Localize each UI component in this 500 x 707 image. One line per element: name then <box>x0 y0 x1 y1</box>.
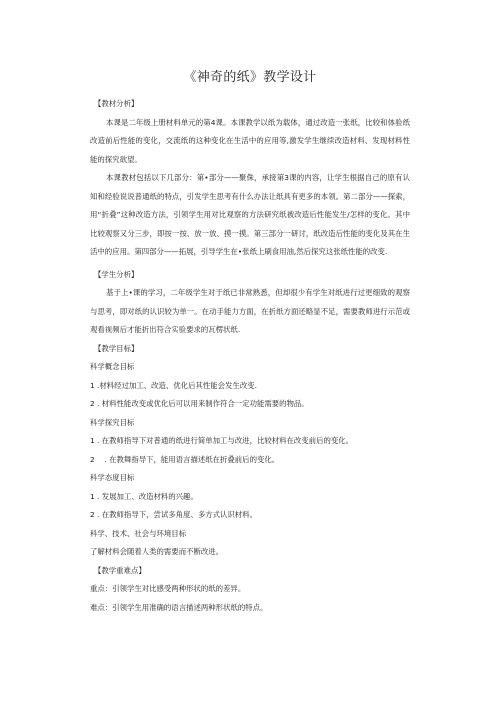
attitude-goals-title: 科学态度目标 <box>90 473 135 482</box>
goals-heading: 【教学目标】 <box>94 343 139 353</box>
student-heading: 【学生分析】 <box>94 269 139 279</box>
concept-goals-title: 科学概念目标 <box>90 362 135 371</box>
attitude-goal-1: 1 . 发展加工、改造材料的兴趣。 <box>90 491 198 501</box>
material-heading: 【教材分析】 <box>94 99 139 108</box>
sts-goal-1: 了解材料会随着人类的需要而不断改进。 <box>90 547 224 556</box>
material-paragraph-1: 本课是二年级上册材料单元的第4课。本课教学以纸为载体，通过改造一张纸，比较和体验纸改造前后性能的变化，交流纸的这种变化在生活中的应用等,激发学生继续改造材料、发现材料性能的探究欲望。 <box>90 117 410 164</box>
sts-goals-title: 科学、技术、社会与环境目标 <box>90 528 187 538</box>
student-paragraph-1: 基于上•课的学习，二年级学生对于纸已非常熟悉，但却很少有学生对纸进行过更细致的观察与思考，即对纸的认识较为单一。在动手能力方面，在折纸方面还略显不足，需要教师进行示范或观看视频后才能折出符合实验要求的瓦楞状纸. <box>90 288 410 334</box>
concept-goal-2: 2 . 材料性能改变或优化后可以用来制作符合一定功能需要的物品。 <box>90 399 309 408</box>
difficult-point: 难点：引领学生用准确的语言描述两种形状纸的特点。 <box>90 602 268 612</box>
attitude-goal-2: 2 . 在教师指导下，尝试多角度、多方式认识材料。 <box>90 510 257 519</box>
inquiry-goals-title: 科学探究目标 <box>90 417 135 427</box>
key-point: 重点：引领学生对比感受两种形状的纸的差异。 <box>90 584 246 593</box>
inquiry-goal-1: 1 . 在教师指导下对普通的纸进行简单加工与改进，比较材料在改变前后的变化。 <box>90 436 354 445</box>
document-body <box>90 95 410 617</box>
document-title: 《神奇的纸》教学设计 <box>183 70 317 85</box>
inquiry-goal-2: 2 . 在教舞指导下，能用语言描述纸在折叠前后的变化。 <box>90 454 280 464</box>
material-paragraph-2: 本课教材包括以下几部分：第•部分——聚侏，承接第3课的内容，让学生根据自己的原有认知和经验说说普通纸的特点，引发学生思考有什么办法让纸具有更多的本领。第二部分——探索，用“折叠”这种改造方法，引领学生用对比观察的方法研究纸被改造后性能发生/怎样的变化。其中比较观察又分三步，即按一按、放一放、摸一摸。第三部分一研讨，纸改造后性能的变化及其在生活中的应用。第四部分——拓展，引导学生在•张纸上刷食用油,然后探究这张纸性能的改变. <box>90 173 410 256</box>
key-heading: 【教学重难点】 <box>94 565 146 575</box>
concept-goal-1: 1 .材料经过加工、改造、优化后其性能会发生改变. <box>90 380 257 390</box>
